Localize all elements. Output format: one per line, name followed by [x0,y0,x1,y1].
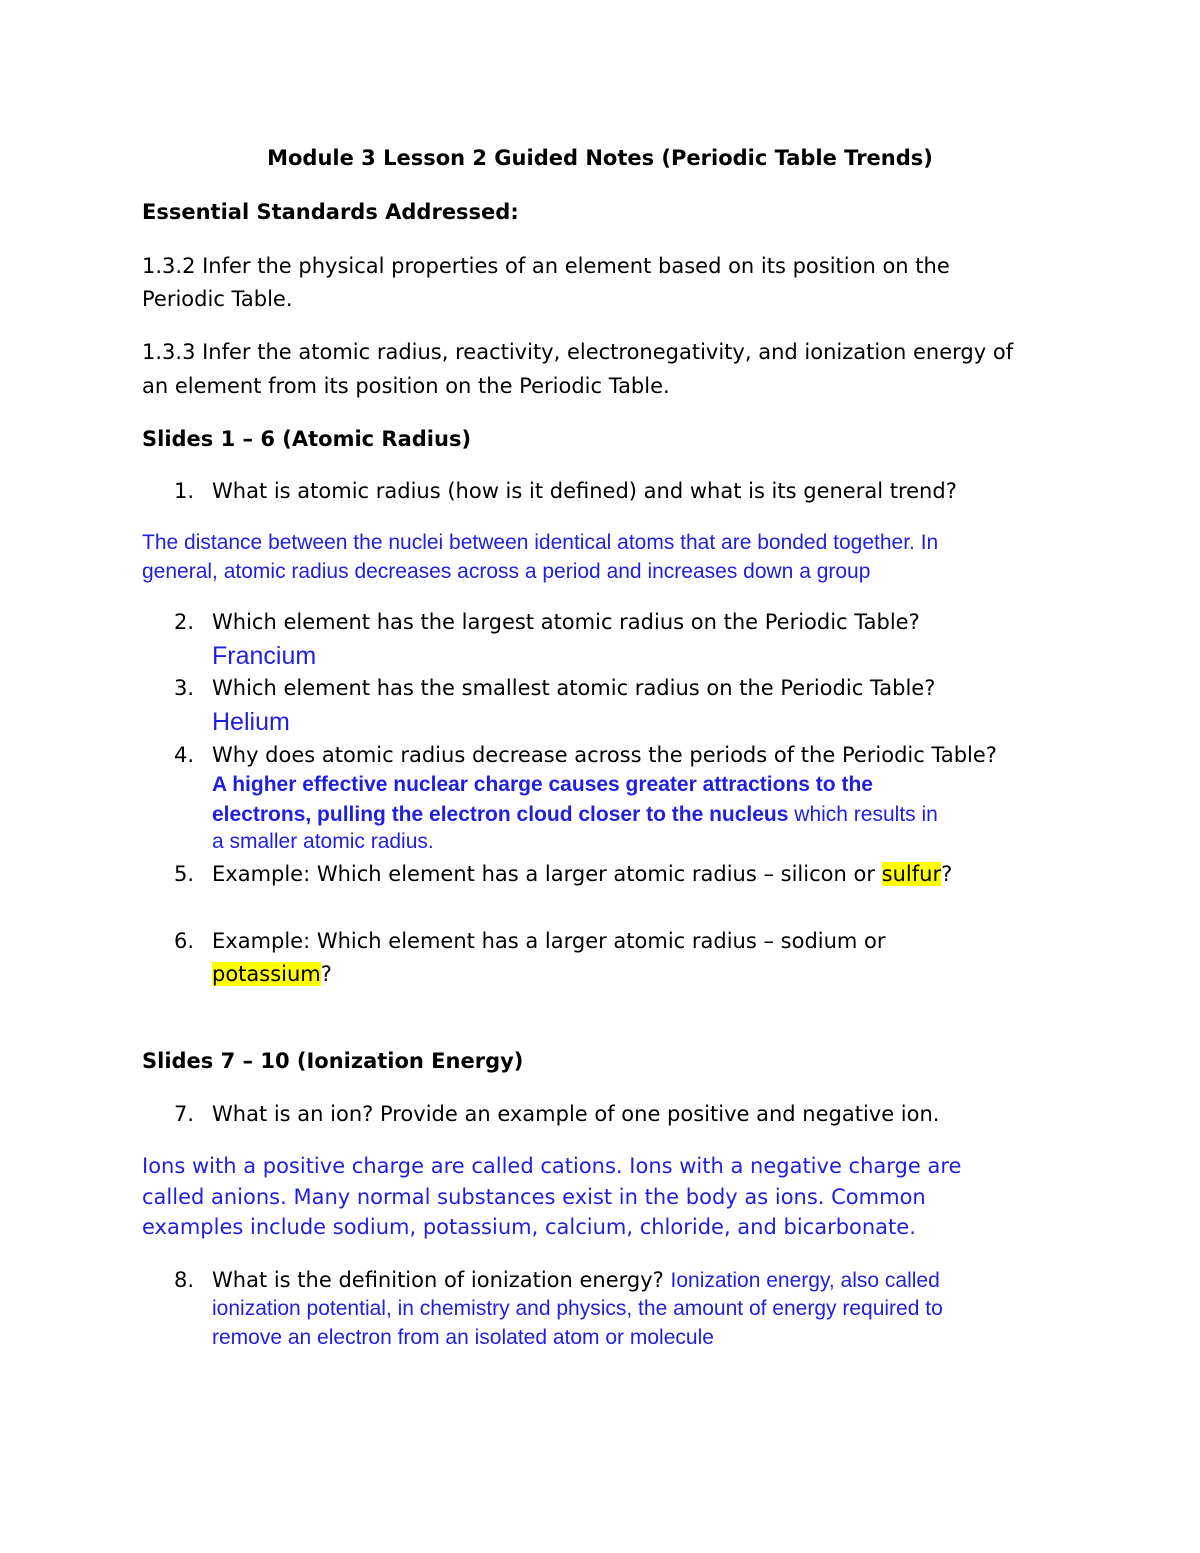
question-5-end: ? [941,862,953,886]
answer-7-line-2: called anions. Many normal substances exist in the body as ions. Common [142,1185,926,1209]
section-heading-atomic-radius: Slides 1 – 6 (Atomic Radius) [142,427,472,451]
answer-8-line-3: remove an electron from an isolated atom or molecule [212,1326,714,1349]
answer-1-line-2: general, atomic radius decreases across a period and increases down a group [142,560,871,583]
answer-4-bold-part: electrons, pulling the electron cloud closer to the nucleus [212,803,789,826]
answer-4-line-2 [212,802,938,827]
answer-8-line-1: Ionization energy, also called [670,1269,940,1292]
question-6-end: ? [320,962,332,986]
standard-2-line-1: 1.3.3 Infer the atomic radius, reactivity, electronegativity, and ionization energy of [142,340,1014,364]
question-5 [212,862,952,886]
question-8 [212,1268,940,1293]
standard-2-line-2: an element from its position on the Periodic Table. [142,374,670,398]
answer-4-line-1: A higher effective nuclear charge causes greater attractions to the [212,773,873,796]
question-number: 6. [174,929,195,953]
standard-1-line-2: Periodic Table. [142,287,293,311]
question-number: 8. [174,1268,195,1292]
question-3-text: Which element has the smallest atomic radius on the Periodic Table? [212,676,936,700]
answer-7-line-3: examples include sodium, potassium, calcium, chloride, and bicarbonate. [142,1215,916,1239]
document-title: Module 3 Lesson 2 Guided Notes (Periodic Table Trends) [267,146,933,170]
question-5-highlighted-answer: sulfur [881,862,942,886]
question-2-text: Which element has the largest atomic radius on the Periodic Table? [212,610,920,634]
question-6-highlighted-answer: potassium [212,962,321,986]
answer-2: Francium [212,642,317,670]
answer-3: Helium [212,708,290,736]
question-4-text: Why does atomic radius decrease across the periods of the Periodic Table? [212,743,997,767]
question-6-answer-line [212,962,332,986]
question-1-text: What is atomic radius (how is it defined) and what is its general trend? [212,479,957,503]
question-6-text: Example: Which element has a larger atomic radius – sodium or [212,929,886,953]
answer-4-normal-part: which results in [788,803,938,826]
standard-1-line-1: 1.3.2 Infer the physical properties of an element based on its position on the [142,254,950,278]
question-number: 1. [174,479,195,503]
answer-8-line-2: ionization potential, in chemistry and physics, the amount of energy required to [212,1297,943,1320]
section-heading-ionization-energy: Slides 7 – 10 (Ionization Energy) [142,1049,524,1073]
question-number: 7. [174,1102,195,1126]
question-number: 5. [174,862,195,886]
question-number: 4. [174,743,195,767]
answer-7-line-1: Ions with a positive charge are called cations. Ions with a negative charge are [142,1154,962,1178]
question-8-text: What is the definition of ionization energy? [212,1268,671,1292]
question-number: 2. [174,610,195,634]
question-5-text: Example: Which element has a larger atomic radius – silicon or [212,862,882,886]
question-7-text: What is an ion? Provide an example of one positive and negative ion. [212,1102,940,1126]
question-number: 3. [174,676,195,700]
standards-heading: Essential Standards Addressed: [142,200,519,224]
answer-4-line-3: a smaller atomic radius. [212,830,434,853]
answer-1-line-1: The distance between the nuclei between identical atoms that are bonded together. In [142,531,939,554]
